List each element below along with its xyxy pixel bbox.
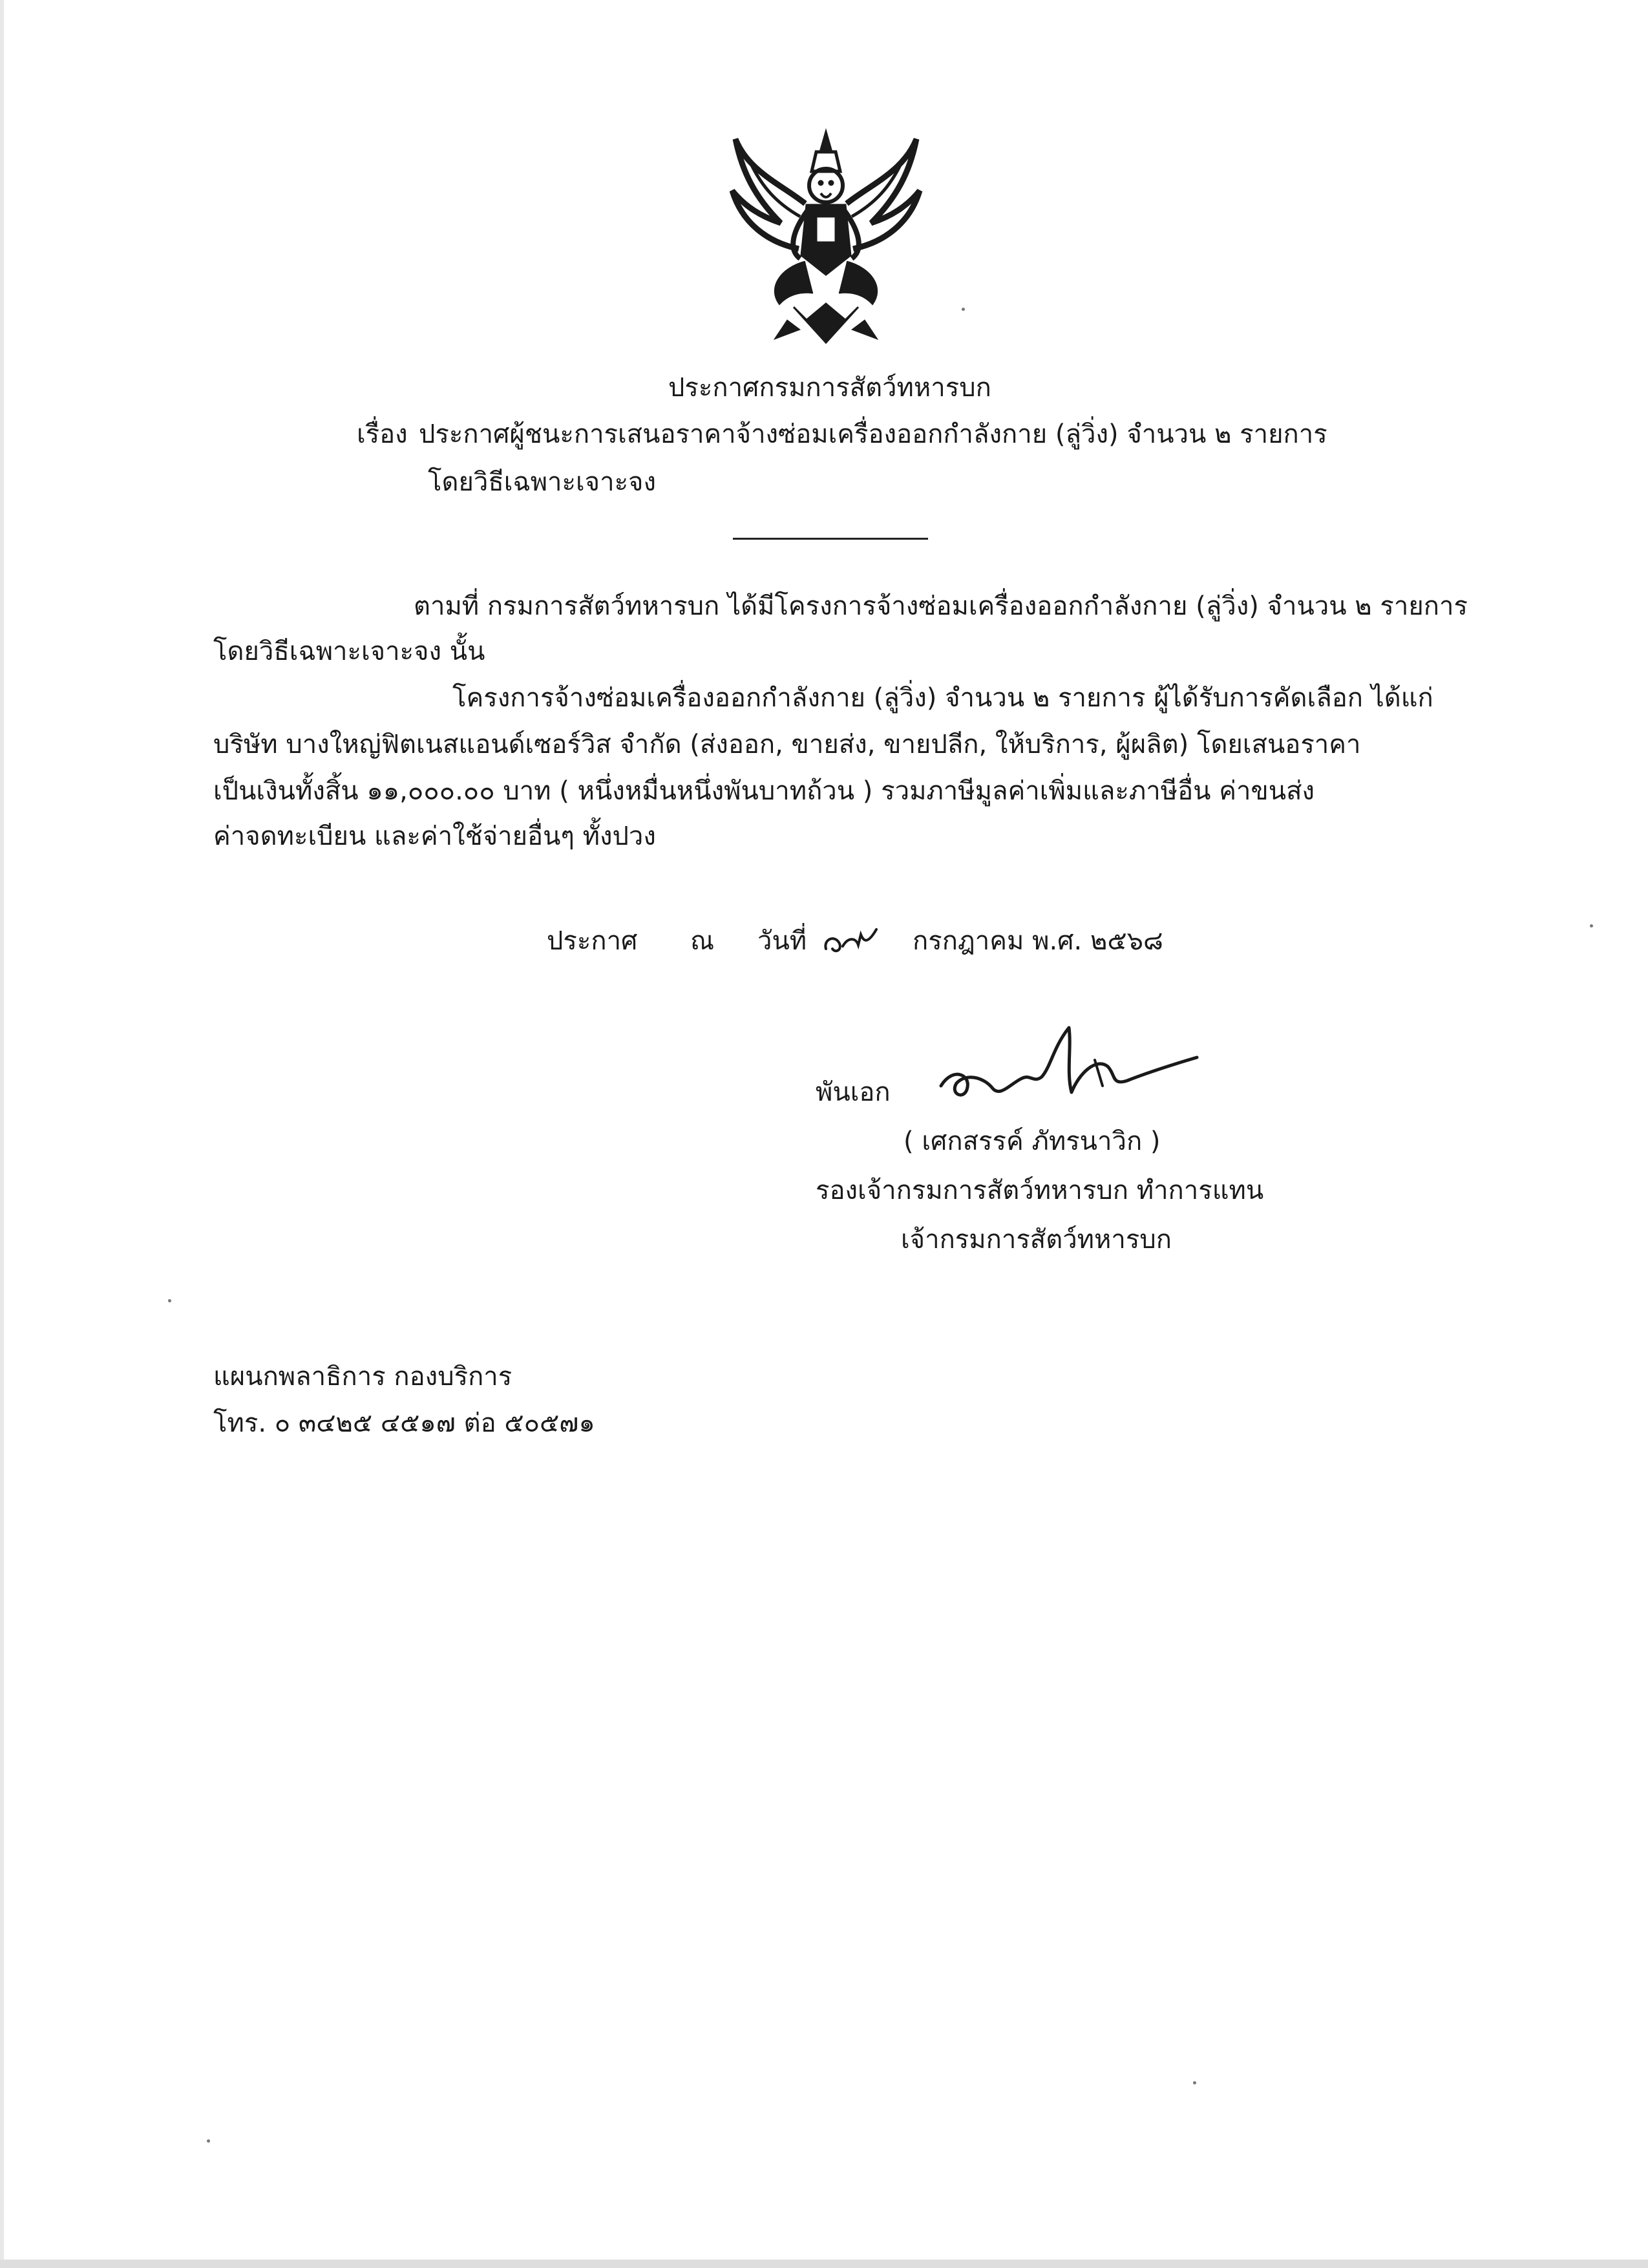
scan-edge-bottom [0, 2260, 1648, 2268]
at-word: ณ [690, 926, 715, 956]
header-divider [733, 538, 928, 540]
footer-department: แผนกพลาธิการ กองบริการ [213, 1362, 512, 1392]
day-label: วันที่ [757, 926, 807, 956]
month-year: กรกฎาคม พ.ศ. ๒๕๖๘ [913, 926, 1163, 956]
signer-rank: พันเอก [816, 1077, 891, 1107]
dust-speck [207, 2139, 210, 2143]
paragraph2-line3: เป็นเงินทั้งสิ้น ๑๑,๐๐๐.๐๐ บาท ( หนึ่งหมื่นหนึ่งพันบาทถ้วน ) รวมภาษีมูลค่าเพิ่มและภาษีอื่น ค่าขนส่ง [213, 776, 1315, 806]
garuda-emblem-icon [723, 126, 929, 352]
handwritten-signature-icon [933, 1021, 1205, 1125]
subject-continuation: โดยวิธีเฉพาะเจาะจง [428, 467, 657, 497]
subject-text: ประกาศผู้ชนะการเสนอราคาจ้างซ่อมเครื่องออกกำลังกาย (ลู่วิ่ง) จำนวน ๒ รายการ [419, 419, 1327, 449]
signer-position-line2: เจ้ากรมการสัตว์ทหารบก [901, 1225, 1172, 1255]
paragraph1-line1: ตามที่ กรมการสัตว์ทหารบก ได้มีโครงการจ้างซ่อมเครื่องออกกำลังกาย (ลู่วิ่ง) จำนวน ๒ รายการ [414, 591, 1468, 621]
dust-speck [168, 1299, 171, 1302]
subject-label: เรื่อง [357, 419, 408, 449]
dust-speck [1193, 2081, 1196, 2084]
paragraph1-line2: โดยวิธีเฉพาะเจาะจง นั้น [213, 637, 485, 666]
paragraph2-line4: ค่าจดทะเบียน และค่าใช้จ่ายอื่นๆ ทั้งปวง [213, 821, 656, 851]
dust-speck [962, 308, 965, 311]
announcement-title: ประกาศกรมการสัตว์ทหารบก [668, 373, 991, 403]
dust-speck [1590, 924, 1593, 927]
paragraph2-line2: บริษัท บางใหญ่ฟิตเนสแอนด์เซอร์วิส จำกัด (ส่งออก, ขายส่ง, ขายปลีก, ให้บริการ, ผู้ผลิต) โดยเสนอราคา [213, 730, 1361, 759]
footer-phone: โทร. ๐ ๓๔๒๕ ๔๕๑๗ ต่อ ๕๐๕๗๑ [213, 1408, 595, 1438]
signer-name: ( เศกสรรค์ ภัทรนาวิก ) [903, 1127, 1161, 1156]
signer-position-line1: รองเจ้ากรมการสัตว์ทหารบก ทำการแทน [816, 1176, 1264, 1205]
scan-edge-left [0, 0, 4, 2268]
announce-word: ประกาศ [547, 926, 638, 956]
paragraph2-line1: โครงการจ้างซ่อมเครื่องออกกำลังกาย (ลู่วิ่ง) จำนวน ๒ รายการ ผู้ได้รับการคัดเลือก ได้แก่ [452, 683, 1433, 713]
